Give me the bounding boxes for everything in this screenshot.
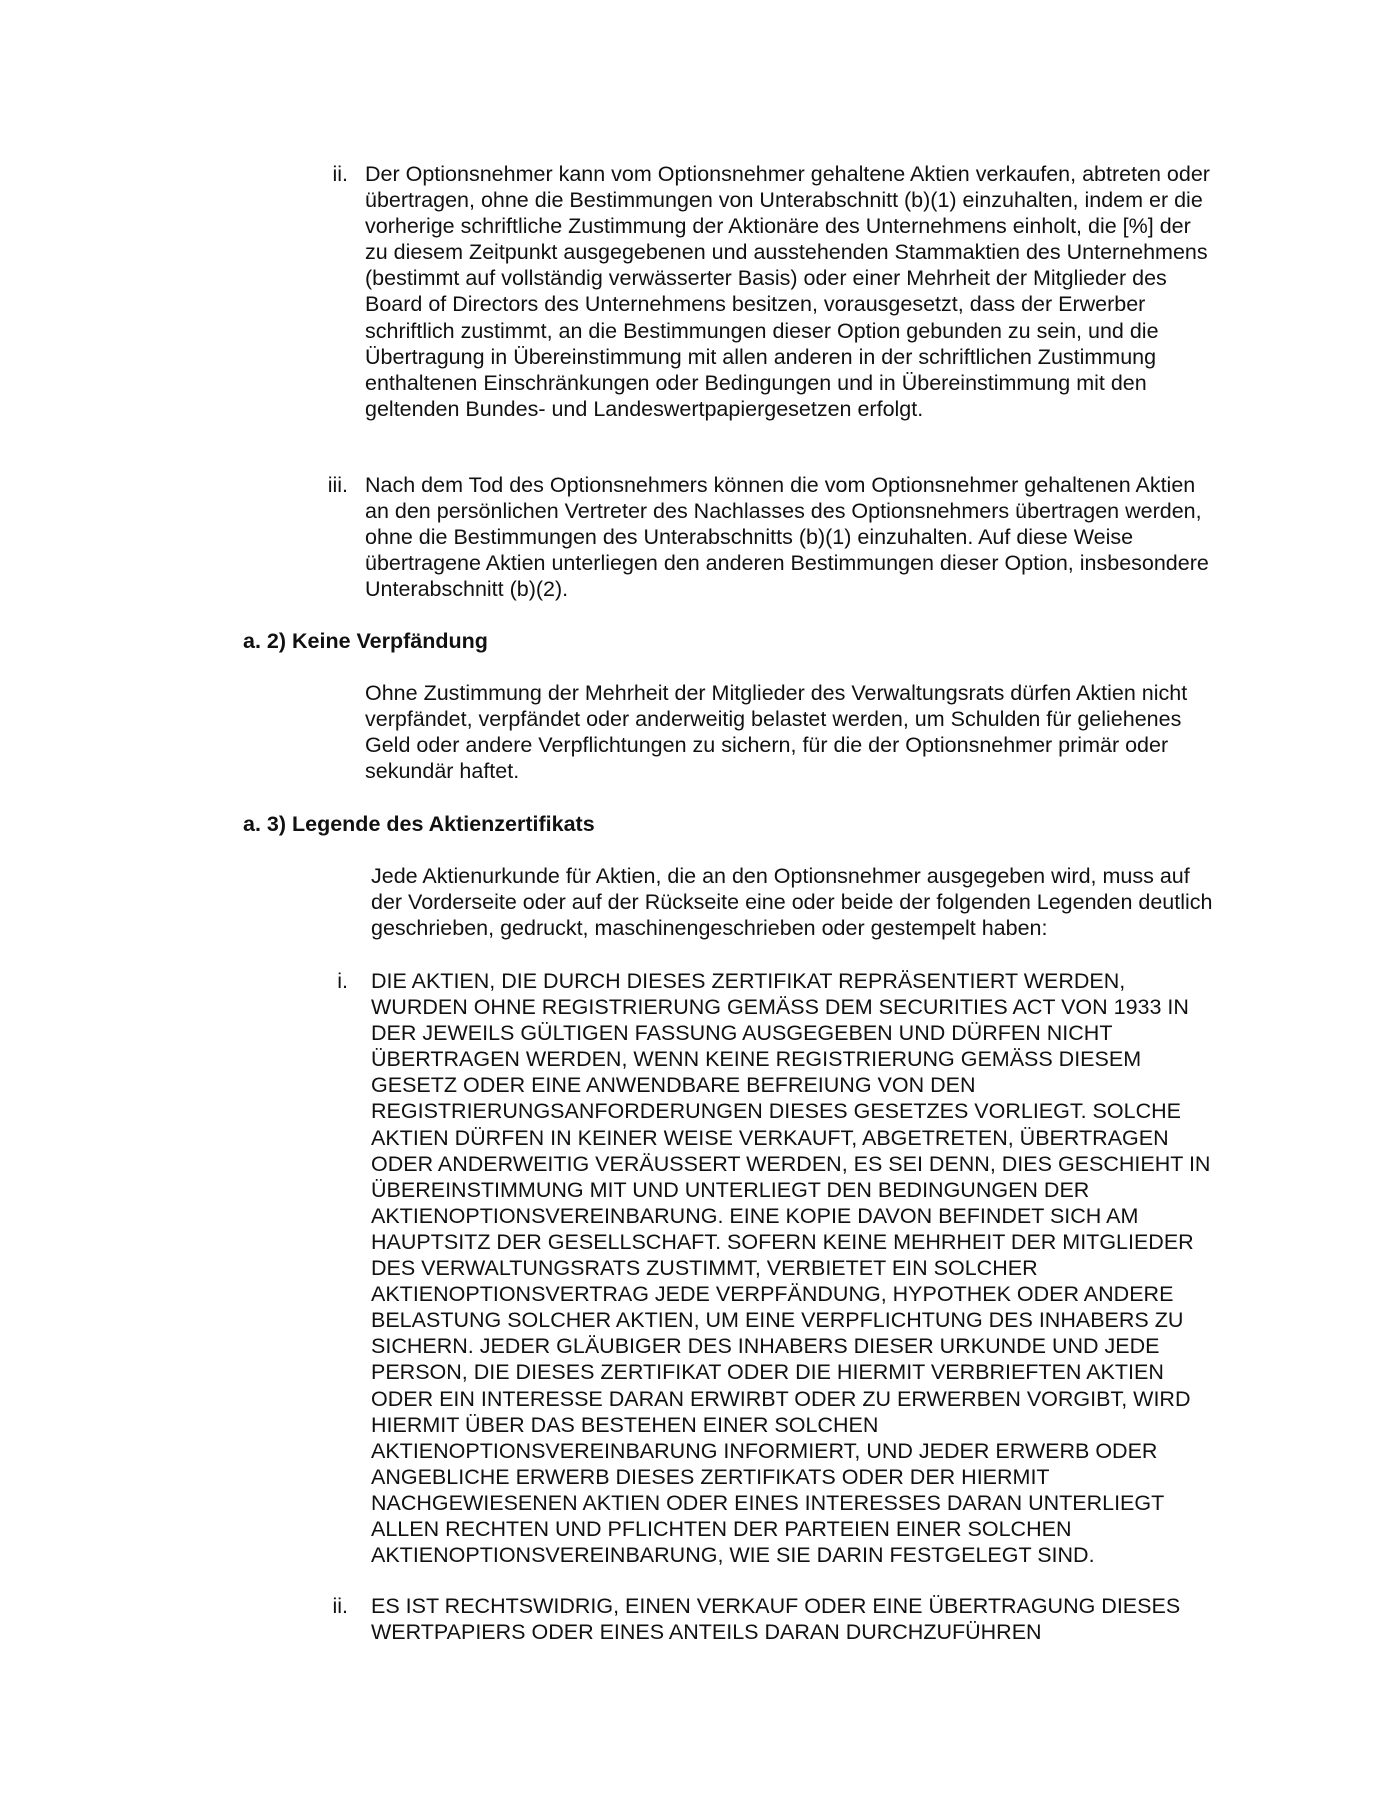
section-heading-a2: a. 2) Keine Verpfändung [243, 629, 488, 653]
list-marker: iii. [327, 473, 348, 497]
list-item-text: Nach dem Tod des Optionsnehmers können die vom Optionsnehmer gehaltenen Aktien an den persönlichen Vertreter des Nachlasses des Optionsnehmers übertragen werden, ohne die Bestimmungen des Unterabschnitts (b)(1) einzuhalten. Auf diese Weise übertragene Aktien unterliegen den anderen Bestimmungen dieser Option, insbesondere Unterabschnitt (b)(2). [365, 473, 1209, 602]
legend-text: ES IST RECHTSWIDRIG, EINEN VERKAUF ODER EINE ÜBERTRAGUNG DIESES WERTPAPIERS ODER EINES ANTEILS DARAN DURCHZUFÜHREN [371, 1594, 1181, 1645]
list-item-text: Der Optionsnehmer kann vom Optionsnehmer gehaltene Aktien verkaufen, abtreten oder übertragen, ohne die Bestimmungen von Unterabschnitt (b)(1) einzuhalten, indem er die vorherige schriftliche Zustimmung der Aktionäre des Unternehmens einholt, die [%] der zu diesem Zeitpunkt ausgegebenen und ausstehenden Stammaktien des Unternehmens (bestimmt auf vollständig verwässerter Basis) oder einer Mehrheit der Mitglieder des Board of Directors des Unternehmens besitzen, vorausgesetzt, dass der Erwerber schriftlich zustimmt, an die Bestimmungen dieser Option gebunden zu sein, und die Übertragung in Übereinstimmung mit allen anderen in der schriftlichen Zustimmung enthaltenen Einschränkungen oder Bedingungen und in Übereinstimmung mit den geltenden Bundes- und Landeswertpapiergesetzen erfolgt. [365, 162, 1210, 421]
legend-text: DIE AKTIEN, DIE DURCH DIESES ZERTIFIKAT REPRÄSENTIERT WERDEN, WURDEN OHNE REGISTRIERUNG GEMÄSS DEM SECURITIES ACT VON 1933 IN DER JEWEILS GÜLTIGEN FASSUNG AUSGEGEBEN UND DÜRFEN NICHT ÜBERTRAGEN WERDEN, WENN KEINE REGISTRIERUNG GEMÄSS DIESEM GESETZ ODER EINE ANWENDBARE BEFREIUNG VON DEN REGISTRIERUNGSANFORDERUNGEN DIESES GESETZES VORLIEGT. SOLCHE AKTIEN DÜRFEN IN KEINER WEISE VERKAUFT, ABGETRETEN, ÜBERTRAGEN ODER ANDERWEITIG VERÄUSSERT WERDEN, ES SEI DENN, DIES GESCHIEHT IN ÜBEREINSTIMMUNG MIT UND UNTERLIEGT DEN BEDINGUNGEN DER AKTIENOPTIONSVEREINBARUNG. EINE KOPIE DAVON BEFINDET SICH AM HAUPTSITZ DER GESELLSCHAFT. SOFERN KEINE MEHRHEIT DER MITGLIEDER DES VERWALTUNGSRATS ZUSTIMMT, VERBIETET EIN SOLCHER AKTIENOPTIONSVERTRAG JEDE VERPFÄNDUNG, HYPOTHEK ODER ANDERE BELASTUNG SOLCHER AKTIEN, UM EINE VERPFLICHTUNG DES INHABERS ZU SICHERN. JEDER GLÄUBIGER DES INHABERS DIESER URKUNDE UND JEDE PERSON, DIE DIESES ZERTIFIKAT ODER DIE HIERMIT VERBRIEFTEN AKTIEN ODER EIN INTERESSE DARAN ERWIRBT ODER ZU ERWERBEN VORGIBT, WIRD HIERMIT ÜBER DAS BESTEHEN EINER SOLCHEN AKTIENOPTIONSVEREINBARUNG INFORMIERT, UND JEDER ERWERB ODER ANGEBLICHE ERWERB DIESES ZERTIFIKATS ODER DER HIERMIT NACHGEWIESENEN AKTIEN ODER EINES INTERESSES DARAN UNTERLIEGT ALLEN RECHTEN UND PFLICHTEN DER PARTEIEN EINER SOLCHEN AKTIENOPTIONSVEREINBARUNG, WIE SIE DARIN FESTGELEGT SIND. [371, 969, 1211, 1568]
list-marker: i. [337, 969, 348, 993]
list-marker: ii. [332, 1594, 348, 1618]
section-paragraph-a3: Jede Aktienurkunde für Aktien, die an den Optionsnehmer ausgegeben wird, muss auf der Vorderseite oder auf der Rückseite eine oder beide der folgenden Legenden deutlich geschrieben, gedruckt, maschinengeschrieben oder gestempelt haben: [371, 864, 1213, 941]
section-paragraph-a2: Ohne Zustimmung der Mehrheit der Mitglieder des Verwaltungsrats dürfen Aktien nicht verpfändet, verpfändet oder anderweitig belastet werden, um Schulden für geliehenes Geld oder andere Verpflichtungen zu sichern, für die der Optionsnehmer primär oder sekundär haftet. [365, 681, 1188, 784]
section-heading-a3: a. 3) Legende des Aktienzertifikats [243, 812, 595, 836]
list-marker: ii. [332, 162, 348, 186]
